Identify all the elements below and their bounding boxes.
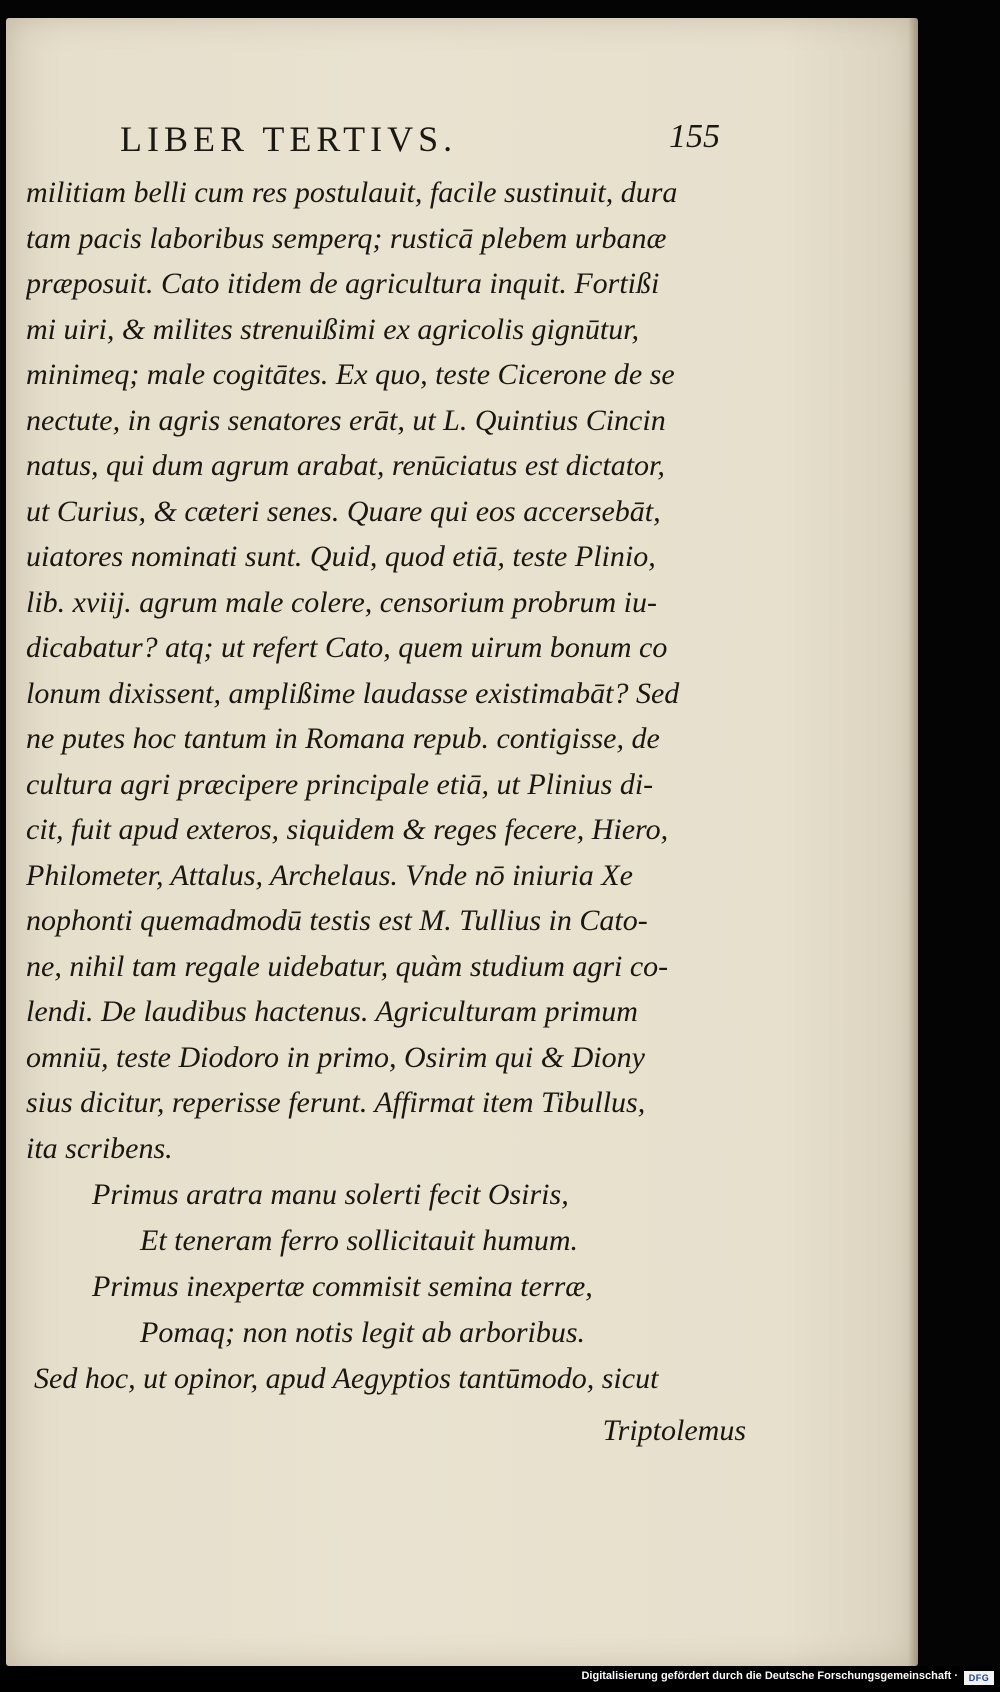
text-line: ne, nihil tam regale uidebatur, quàm studium agri co- <box>26 949 669 983</box>
closing-text <box>34 1356 746 1402</box>
dfg-logo: DFG <box>964 1671 994 1685</box>
text-line: minimeq; male cogitātes. Ex quo, teste Cicerone de se <box>26 358 675 391</box>
text-line: lib. xviij. agrum male colere, censorium probrum iu- <box>26 585 658 619</box>
verse-line: Et teneram ferro sollicitauit humum. <box>140 1224 579 1257</box>
text-line: uiatores nominati sunt. Quid, quod etiā, teste Plinio, <box>26 540 656 573</box>
text-line: ut Curius, & cæteri senes. Quare qui eos accersebāt, <box>26 494 661 528</box>
verse-line: Primus inexpertæ commisit semina terræ, <box>92 1270 593 1303</box>
verse-quotation <box>92 1172 692 1356</box>
text-line: ne putes hoc tantum in Romana repub. contigisse, de <box>26 722 660 755</box>
page-edge-shadow <box>908 18 918 1666</box>
digitization-footer <box>0 1666 1000 1692</box>
text-line: sius dicitur, reperisse ferunt. Affirmat item Tibullus, <box>26 1086 646 1119</box>
text-line: Sed hoc, ut opinor, apud Aegyptios tantūmodo, sicut <box>34 1362 659 1395</box>
text-line: cit, fuit apud exteros, siquidem & reges fecere, Hiero, <box>26 813 669 846</box>
text-line: omniū, teste Diodoro in primo, Osirim qui & Diony <box>26 1040 645 1074</box>
funding-credit: Digitalisierung gefördert durch die Deutsche Forschungsgemeinschaft · <box>581 1670 958 1682</box>
text-line: lendi. De laudibus hactenus. Agriculturam primum <box>26 995 638 1028</box>
text-line: mi uiri, & milites strenuißimi ex agricolis gignūtur, <box>26 312 640 346</box>
text-line: nectute, in agris senatores erāt, ut L. Quintius Cincin <box>26 403 666 437</box>
running-head: LIBER TERTIVS. <box>120 119 458 159</box>
text-line: præposuit. Cato itidem de agricultura inquit. Fortißi <box>26 267 660 300</box>
text-line: lonum dixissent, amplißime laudasse existimabāt? Sed <box>26 676 680 710</box>
text-line: ita scribens. <box>26 1131 173 1165</box>
page-header <box>120 110 720 160</box>
text-line: Philometer, Attalus, Archelaus. Vnde nō iniuria Xe <box>26 858 633 892</box>
text-line: natus, qui dum agrum arabat, renūciatus est dictator, <box>26 449 665 482</box>
text-line: tam pacis laboribus semperq; rusticā plebem urbanæ <box>26 221 667 255</box>
text-line: nophonti quemadmodū testis est M. Tullius in Cato- <box>26 904 648 937</box>
verse-line: Pomaq; non notis legit ab arboribus. <box>140 1316 586 1349</box>
body-text <box>26 170 742 1171</box>
page-number: 155 <box>669 118 720 155</box>
verse-line: Primus aratra manu solerti fecit Osiris, <box>92 1178 569 1211</box>
catchword: Triptolemus <box>602 1414 746 1447</box>
text-line: cultura agri præcipere principale etiā, ut Plinius di- <box>26 767 654 801</box>
text-line: dicabatur? atq; ut refert Cato, quem uirum bonum co <box>26 631 668 664</box>
text-line: militiam belli cum res postulauit, facile sustinuit, dura <box>26 176 678 209</box>
